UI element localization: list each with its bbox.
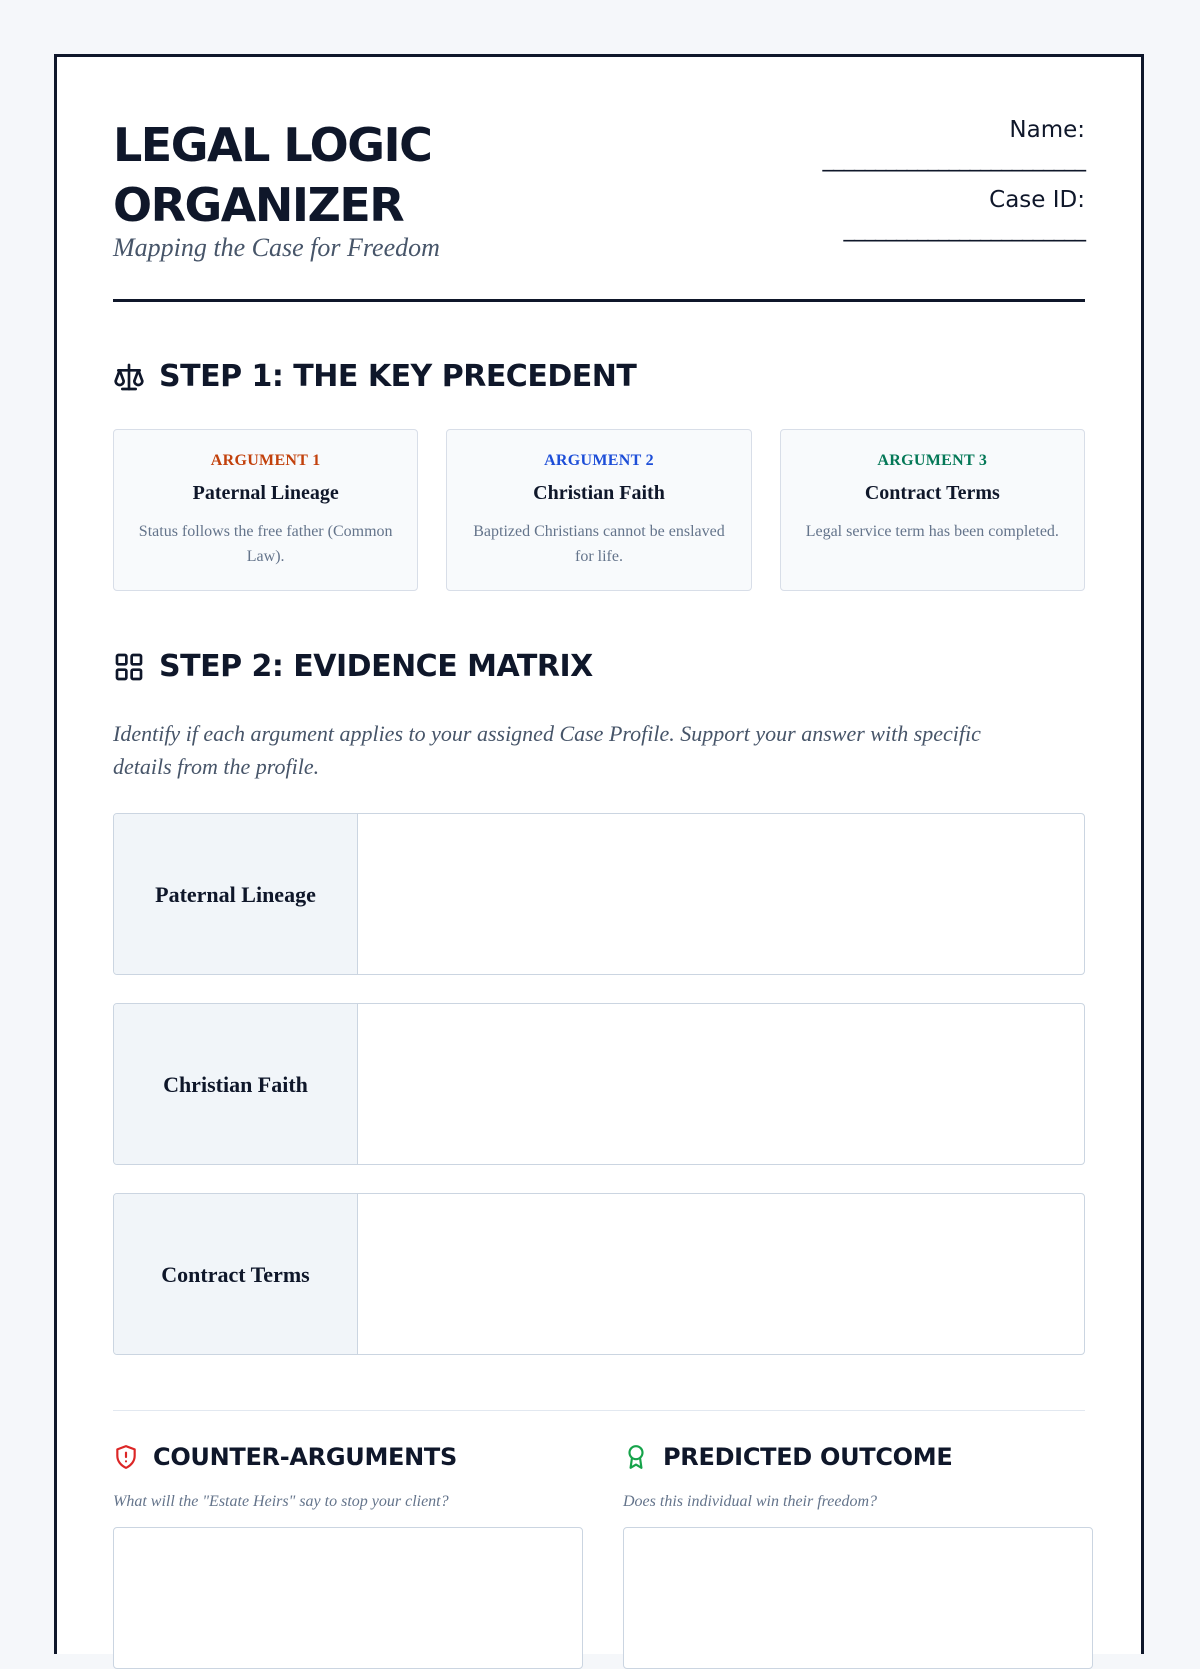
argument-description: Status follows the free father (Common Law). — [138, 523, 393, 565]
argument-title: Contract Terms — [864, 482, 1000, 504]
predicted-outcome-heading — [623, 1443, 1093, 1471]
step1-heading-text: STEP 1: THE KEY PRECEDENT — [159, 359, 637, 394]
evidence-row-label: Contract Terms — [114, 1194, 358, 1354]
counter-arguments-prompt: What will the "Estate Heirs" say to stop your client? — [113, 1493, 449, 1510]
evidence-row-paternal-lineage — [113, 813, 1085, 975]
argument-card-1 — [113, 429, 418, 591]
page-subtitle: Mapping the Case for Freedom — [113, 233, 440, 262]
page-title: LEGAL LOGIC ORGANIZER — [113, 118, 432, 232]
matrix-instructions: Identify if each argument applies to your assigned Case Profile. Support your answer with specific details from the profile. — [113, 721, 981, 779]
step2-heading — [113, 649, 593, 684]
case-id-label: Case ID: — [989, 187, 1085, 213]
student-info — [705, 115, 1085, 255]
evidence-answer-box[interactable] — [358, 1004, 1084, 1164]
evidence-answer-box[interactable] — [358, 814, 1084, 974]
argument-tag: ARGUMENT 2 — [544, 452, 654, 469]
argument-description: Legal service term has been completed. — [805, 523, 1059, 540]
evidence-row-contract-terms — [113, 1193, 1085, 1355]
section-divider — [113, 1410, 1085, 1411]
argument-card-3 — [780, 429, 1085, 591]
worksheet — [54, 54, 1144, 1654]
step1-heading — [113, 359, 636, 394]
evidence-row-christian-faith — [113, 1003, 1085, 1165]
argument-cards — [113, 429, 1085, 591]
step2-heading-text: STEP 2: EVIDENCE MATRIX — [159, 649, 593, 684]
counter-arguments-title: COUNTER-ARGUMENTS — [153, 1443, 457, 1471]
evidence-row-label: Christian Faith — [114, 1004, 358, 1164]
predicted-outcome-title: PREDICTED OUTCOME — [663, 1443, 953, 1471]
predicted-outcome-answer-box[interactable] — [623, 1527, 1093, 1669]
grid-icon — [113, 651, 145, 683]
counter-arguments-section — [113, 1443, 583, 1669]
argument-card-2 — [446, 429, 751, 591]
argument-tag: ARGUMENT 3 — [877, 452, 988, 469]
predicted-outcome-section — [623, 1443, 1093, 1669]
argument-title: Christian Faith — [533, 482, 665, 504]
shield-alert-icon — [113, 1444, 139, 1470]
argument-description: Baptized Christians cannot be enslaved for life. — [473, 523, 725, 565]
argument-title: Paternal Lineage — [192, 482, 339, 504]
counter-arguments-answer-box[interactable] — [113, 1527, 583, 1669]
evidence-row-label: Paternal Lineage — [114, 814, 358, 974]
name-field[interactable]: _________________________ — [822, 146, 1085, 172]
name-label: Name: — [1009, 117, 1085, 143]
predicted-outcome-prompt: Does this individual win their freedom? — [623, 1493, 878, 1510]
counter-arguments-heading — [113, 1443, 583, 1471]
award-icon — [623, 1444, 649, 1470]
argument-tag: ARGUMENT 1 — [210, 452, 321, 469]
scale-icon — [113, 361, 145, 393]
evidence-answer-box[interactable] — [358, 1194, 1084, 1354]
case-id-field[interactable]: _______________________ — [843, 216, 1085, 242]
header-divider — [113, 299, 1085, 302]
